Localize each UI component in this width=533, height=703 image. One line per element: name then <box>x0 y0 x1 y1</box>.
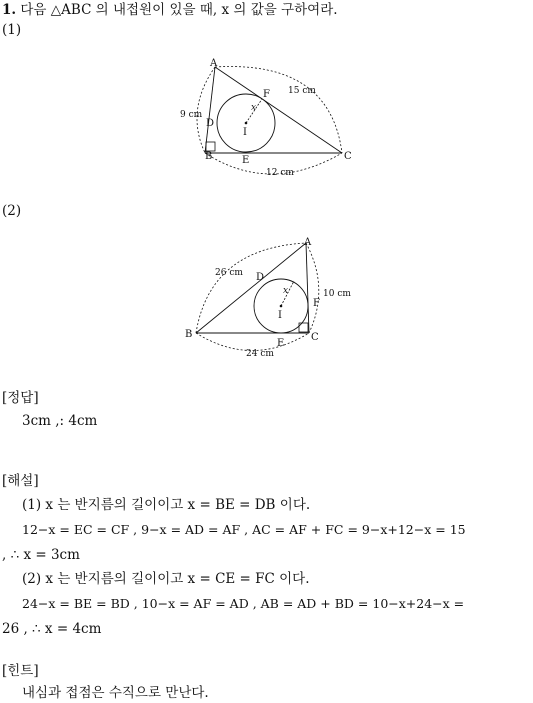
solution-line-6: 26 , ∴ x = 4cm <box>2 621 102 637</box>
fig1-label-e: E <box>242 155 250 166</box>
right-angle-mark-1 <box>206 142 215 151</box>
fig1-label-x: x <box>251 103 257 113</box>
hint-heading: [힌트] <box>2 663 39 679</box>
answer-heading: [정답] <box>2 390 39 406</box>
solution-line-4: (2) x 는 반지름의 길이이고 x = CE = FC 이다. <box>22 571 310 587</box>
fig2-measure-ac: 10 cm <box>323 289 351 299</box>
problem-number: 1. <box>2 2 17 18</box>
fig2-measure-ab: 26 cm <box>215 268 243 278</box>
fig2-label-b: B <box>185 329 193 340</box>
fig2-label-f: F <box>313 298 320 309</box>
fig1-label-b: B <box>205 151 213 162</box>
fig2-label-a: A <box>304 237 312 248</box>
fig2-measure-bc: 24 cm <box>246 349 274 359</box>
fig1-label-c: C <box>344 151 352 162</box>
fig1-measure-ab: 9 cm <box>180 110 203 120</box>
fig2-label-d: D <box>256 272 265 283</box>
solution-line-2: 12−x = EC = CF , 9−x = AD = AF , AC = AF + FC = 9−x+12−x = 15 <box>22 522 466 537</box>
solution-line-5: 24−x = BE = BD , 10−x = AF = AD , AB = AD + BD = 10−x+24−x = <box>22 596 465 611</box>
hint-text: 내심과 접점은 수직으로 만난다. <box>22 685 209 701</box>
fig2-label-i: I <box>278 310 282 321</box>
side-ac-1 <box>215 67 342 153</box>
solution-line-3: , ∴ x = 3cm <box>2 547 80 563</box>
fig2-label-c: C <box>311 332 319 343</box>
side-ab-1 <box>205 67 215 153</box>
figure-1 <box>170 55 370 180</box>
fig1-measure-ac: 15 cm <box>288 86 316 96</box>
part1-label: (1) <box>2 22 22 38</box>
fig2-label-e: E <box>277 338 285 349</box>
fig1-label-a: A <box>210 58 218 69</box>
part2-label: (2) <box>2 203 22 219</box>
problem-statement <box>2 1 338 19</box>
side-ac-2 <box>306 243 309 333</box>
fig1-label-f: F <box>263 89 270 100</box>
figure-2 <box>180 233 355 368</box>
solution-heading: [해설] <box>2 473 39 489</box>
fig1-measure-bc: 12 cm <box>266 168 294 178</box>
solution-line-1: (1) x 는 반지름의 길이이고 x = BE = DB 이다. <box>22 497 311 513</box>
fig2-label-x: x <box>283 286 289 296</box>
answer-text: 3cm ,: 4cm <box>22 413 98 429</box>
arc-bc-2 <box>196 333 309 351</box>
problem-text: 다음 △ABC 의 내접원이 있을 때, x 의 값을 구하여라. <box>20 2 338 18</box>
fig1-label-i: I <box>243 127 247 138</box>
fig1-label-d: D <box>206 118 215 129</box>
